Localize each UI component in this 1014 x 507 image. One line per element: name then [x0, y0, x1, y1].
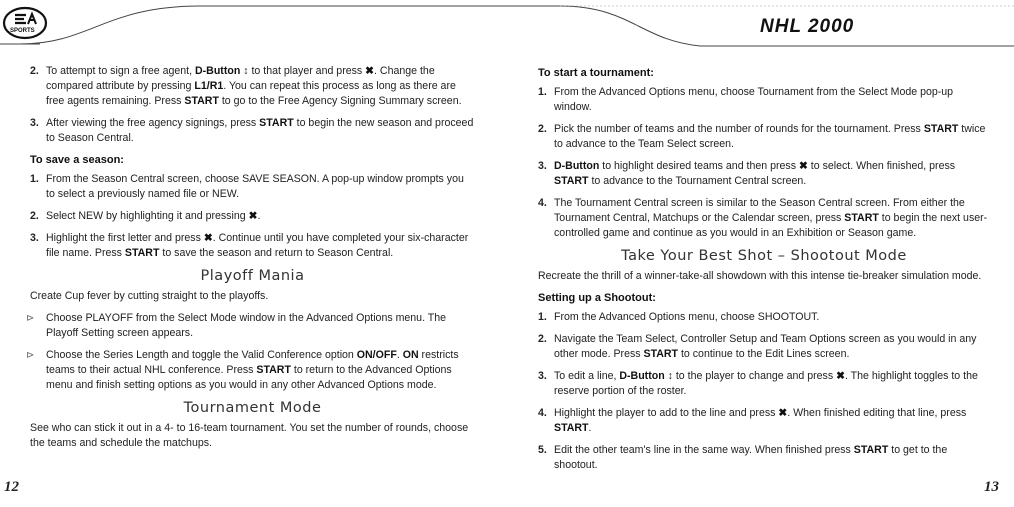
step-item: 1. From the Advanced Options menu, choose SHOOTOUT.	[538, 311, 820, 323]
bold-term: START	[184, 95, 219, 107]
bold-term: START	[853, 444, 889, 456]
bold-term: ✖	[836, 370, 845, 382]
bold-term: START	[554, 175, 589, 187]
start-tournament-heading: To start a tournament:	[538, 67, 654, 79]
bold-term: START	[256, 364, 291, 376]
setup-shootout-steps	[538, 310, 990, 473]
step-item: 3. After viewing the free agency signings, press START to begin the new season and proceed to Season Central.	[30, 117, 474, 144]
start-tournament-steps	[538, 85, 990, 241]
step-number: 3.	[30, 117, 39, 129]
arrow-step-item: ⊳ Choose the Series Length and toggle the Valid Conference option ON/OFF. ON restricts teams to their actual NHL conference. Press START to return to the Advanced Options menu and finish setting options as you would in any other Advanced Options mode.	[26, 349, 459, 391]
step-item: 2. Pick the number of teams and the number of rounds for the tournament. Press START twice to advance to the Team Select screen.	[538, 123, 986, 150]
playoff-intro: Create Cup fever by cutting straight to the playoffs.	[30, 290, 269, 302]
step-item: 1. From the Season Central screen, choose SAVE SEASON. A pop-up window prompts you to select a previously named file or NEW.	[30, 173, 464, 200]
bold-term: D-Button ↕	[619, 370, 673, 382]
bold-term: ✖	[248, 210, 258, 222]
step-item: 3. To edit a line, D-Button ↕ to the player to change and press ✖. The highlight toggles to the reserve portion of the roster.	[538, 370, 978, 397]
left-page-column	[26, 64, 475, 451]
bold-term: START	[844, 212, 879, 224]
step-number: 1.	[538, 311, 547, 323]
step-item: 1. From the Advanced Options menu, choose Tournament from the Select Mode pop-up window.	[538, 86, 954, 113]
right-page-column	[538, 64, 990, 480]
step-number: ⊳	[26, 313, 35, 324]
bold-term: START	[554, 422, 589, 434]
step-number: 2.	[30, 210, 39, 222]
page-number-left: 12	[4, 479, 19, 495]
step-item: 5. Edit the other team's line in the same way. When finished press START to get to the shootout.	[538, 444, 948, 471]
arrow-step-item: ⊳ Choose PLAYOFF from the Select Mode window in the Advanced Options menu. The Playoff Setting screen appears.	[26, 312, 447, 339]
bold-term: D-Button	[554, 160, 600, 172]
step-item: 4. The Tournament Central screen is similar to the Season Central screen. From either the Tournament Central, Matchups or the Calendar screen, press START to begin the next user-controlled game and continue as you would in an Exhibition or Season game.	[538, 197, 988, 239]
step-number: 3.	[538, 370, 547, 382]
header-banner	[0, 0, 1014, 70]
step-number: 2.	[538, 333, 547, 345]
bold-term: ON/OFF	[356, 349, 397, 361]
step-number: 5.	[538, 444, 547, 456]
save-season-steps	[30, 172, 475, 261]
step-number: 2.	[30, 65, 39, 77]
step-item: 3. Highlight the first letter and press ✖. Continue until you have completed your six-character file name. Press START to save the season and return to Season Central.	[30, 232, 469, 259]
save-season-heading: To save a season:	[30, 154, 124, 166]
step-number: 2.	[538, 123, 547, 135]
shootout-intro: Recreate the thrill of a winner-take-all showdown with this intense tie-breaker simulation mode.	[538, 270, 982, 282]
step-item: 2. Select NEW by highlighting it and pressing ✖.	[30, 210, 261, 222]
step-item: 3. D-Button to highlight desired teams and then press ✖ to select. When finished, press START to advance to the Tournament Central screen.	[538, 160, 956, 187]
step-item: 4. Highlight the player to add to the line and press ✖. When finished editing that line, press START.	[538, 407, 967, 434]
step-number: ⊳	[26, 350, 35, 361]
tournament-intro: See who can stick it out in a 4- to 16-team tournament. You set the number of rounds, choose the teams and schedule the matchups.	[30, 422, 469, 449]
bold-term: D-Button ↕	[195, 65, 249, 77]
bold-term: START	[124, 247, 160, 259]
bold-term: ✖	[778, 407, 788, 419]
tournament-mode-title: Tournament Mode	[183, 400, 322, 416]
setup-shootout-heading: Setting up a Shootout:	[538, 292, 656, 304]
bold-term: START	[923, 123, 959, 135]
playoff-mania-title: Playoff Mania	[200, 268, 305, 284]
page-number-right: 13	[984, 479, 999, 495]
ea-sports-logo	[2, 6, 48, 40]
step-number: 1.	[30, 173, 39, 185]
step-number: 1.	[538, 86, 547, 98]
step-number: 3.	[30, 232, 39, 244]
bold-term: ✖	[365, 65, 375, 77]
ea-sports-logo-icon	[2, 6, 48, 40]
step-number: 4.	[538, 197, 547, 209]
shootout-mode-title: Take Your Best Shot – Shootout Mode	[621, 248, 907, 264]
step-number: 4.	[538, 407, 547, 419]
bold-term: ON	[402, 349, 419, 361]
bold-term: START	[259, 117, 294, 129]
step-item: 2. To attempt to sign a free agent, D-Button ↕ to that player and press ✖. Change the compared attribute by pressing L1/R1. You can repeat this process as long as there are free agents remaining. Press START to go to the Free Agency Signing Summary screen.	[30, 65, 462, 107]
bold-term: START	[643, 348, 679, 360]
bold-term: ✖	[203, 232, 213, 244]
step-number: 3.	[538, 160, 547, 172]
bold-term: ✖	[798, 160, 808, 172]
game-title: NHL 2000	[760, 16, 855, 37]
step-item: 2. Navigate the Team Select, Controller Setup and Team Options screen as you would in any other mode. Press START to continue to the Edit Lines screen.	[538, 333, 977, 360]
free-agent-steps	[30, 64, 475, 146]
banner-swoosh-graphic	[0, 0, 1014, 70]
logo-sports-text: SPORTS	[10, 28, 35, 34]
bold-term: L1/R1	[194, 80, 224, 92]
playoff-steps	[26, 311, 475, 393]
